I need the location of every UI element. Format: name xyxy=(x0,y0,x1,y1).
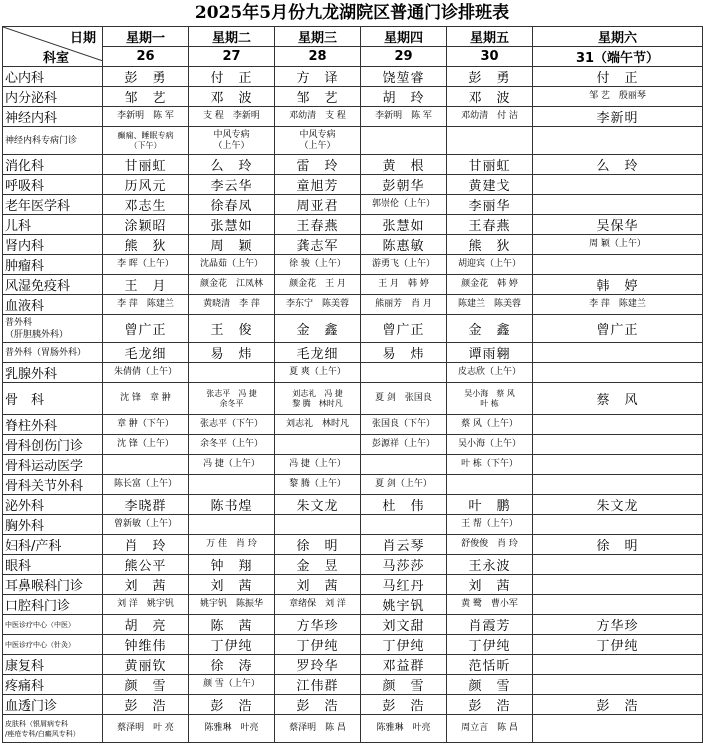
doctor-cell-tue: 徐春凤 xyxy=(189,195,275,215)
doctor-cell-sat xyxy=(533,475,703,495)
doctor-cell-mon: 胡 亮 xyxy=(103,615,189,635)
doctor-cell-tue: 陈 茜 xyxy=(189,615,275,635)
doctor-cell-mon: 钟维伟 xyxy=(103,635,189,655)
doctor-cell-tue: 冯 捷（上午） xyxy=(189,455,275,475)
schedule-row xyxy=(3,455,703,475)
doctor-cell-thu: 马莎莎 xyxy=(361,555,447,575)
doctor-cell-fri xyxy=(447,475,533,495)
doctor-cell-thu: 易 炜 xyxy=(361,343,447,363)
schedule-row xyxy=(3,255,703,275)
department-name: 脊柱外科 xyxy=(3,415,103,435)
doctor-cell-sat: 朱文龙 xyxy=(533,495,703,515)
doctor-cell-wed: 中风专病 （上午） xyxy=(275,127,361,155)
doctor-cell-tue: 中风专病 （上午） xyxy=(189,127,275,155)
schedule-row xyxy=(3,595,703,615)
doctor-cell-thu: 胡 玲 xyxy=(361,87,447,107)
doctor-cell-fri: 颜 雪 xyxy=(447,675,533,695)
doctor-cell-mon: 熊 狄 xyxy=(103,235,189,255)
doctor-cell-thu: 彭朝华 xyxy=(361,175,447,195)
department-name: 骨 科 xyxy=(3,383,103,415)
doctor-cell-tue: 周 颖 xyxy=(189,235,275,255)
doctor-cell-wed: 李东宁 陈美蓉 xyxy=(275,295,361,315)
doctor-cell-sat xyxy=(533,175,703,195)
doctor-cell-tue: 丁伊纯 xyxy=(189,635,275,655)
schedule-row xyxy=(3,275,703,295)
doctor-cell-thu xyxy=(361,127,447,155)
date-tue: 27 xyxy=(189,47,275,67)
doctor-cell-tue: 钟 翔 xyxy=(189,555,275,575)
doctor-cell-fri: 谭雨翱 xyxy=(447,343,533,363)
schedule-row xyxy=(3,615,703,635)
doctor-cell-fri: 彭 浩 xyxy=(447,695,533,715)
doctor-cell-mon: 李新明 陈 军 xyxy=(103,107,189,127)
department-name: 中医诊疗中心（针灸） xyxy=(3,635,103,655)
doctor-cell-fri: 吴小海（上午） xyxy=(447,435,533,455)
doctor-cell-wed: 黎 腾（上午） xyxy=(275,475,361,495)
schedule-row xyxy=(3,415,703,435)
doctor-cell-tue: 颜金花 江凤林 xyxy=(189,275,275,295)
doctor-cell-wed: 龚志军 xyxy=(275,235,361,255)
doctor-cell-mon: 历风元 xyxy=(103,175,189,195)
doctor-cell-tue: 万 佳 肖 玲 xyxy=(189,535,275,555)
doctor-cell-fri: 皮志欣（上午） xyxy=(447,363,533,383)
department-name: 神经内科 xyxy=(3,107,103,127)
department-name: 风湿免疫科 xyxy=(3,275,103,295)
doctor-cell-thu: 曾广正 xyxy=(361,315,447,343)
schedule-row xyxy=(3,715,703,743)
date-label: 日期 xyxy=(69,31,96,46)
doctor-cell-wed: 王春燕 xyxy=(275,215,361,235)
doctor-cell-mon: 刘 茜 xyxy=(103,575,189,595)
doctor-cell-fri: 邓幼清 付 洁 xyxy=(447,107,533,127)
doctor-cell-mon: 陈长富（上午） xyxy=(103,475,189,495)
doctor-cell-wed: 徐 明 xyxy=(275,535,361,555)
department-name: 胸外科 xyxy=(3,515,103,535)
doctor-cell-thu xyxy=(361,455,447,475)
doctor-cell-tue: 黄晓清 李 萍 xyxy=(189,295,275,315)
doctor-cell-wed: 颜金花 王 月 xyxy=(275,275,361,295)
doctor-cell-wed: 夏 爽（上午） xyxy=(275,363,361,383)
doctor-cell-tue: 王 俊 xyxy=(189,315,275,343)
doctor-cell-wed: 刘 茜 xyxy=(275,575,361,595)
doctor-cell-fri: 吴小海 蔡 风 叶 栋 xyxy=(447,383,533,415)
doctor-cell-sat: 方华珍 xyxy=(533,615,703,635)
doctor-cell-sat xyxy=(533,595,703,615)
doctor-cell-sat xyxy=(533,655,703,675)
weekday-sat: 星期六 xyxy=(533,27,703,47)
doctor-cell-sat: 丁伊纯 xyxy=(533,635,703,655)
date-mon: 26 xyxy=(103,47,189,67)
department-name: 骨科关节外科 xyxy=(3,475,103,495)
doctor-cell-sat: 彭 浩 xyxy=(533,695,703,715)
department-name: 肿瘤科 xyxy=(3,255,103,275)
doctor-cell-fri: 叶 鹏 xyxy=(447,495,533,515)
doctor-cell-wed: 邹 艺 xyxy=(275,87,361,107)
doctor-cell-fri: 颜金花 韩 婷 xyxy=(447,275,533,295)
doctor-cell-fri: 王春燕 xyxy=(447,215,533,235)
doctor-cell-wed: 丁伊纯 xyxy=(275,635,361,655)
doctor-cell-tue xyxy=(189,475,275,495)
doctor-cell-wed: 雷 玲 xyxy=(275,155,361,175)
doctor-cell-mon: 刘 洋 姚宇钒 xyxy=(103,595,189,615)
doctor-cell-mon: 癫痫、睡眠专病 （下午） xyxy=(103,127,189,155)
date-wed: 28 xyxy=(275,47,361,67)
department-name: 泌外科 xyxy=(3,495,103,515)
doctor-cell-fri: 肖霞芳 xyxy=(447,615,533,635)
doctor-cell-mon: 章 翀（下午） xyxy=(103,415,189,435)
doctor-cell-sat xyxy=(533,455,703,475)
department-name: 妇科/产科 xyxy=(3,535,103,555)
department-name: 肾内科 xyxy=(3,235,103,255)
doctor-cell-fri: 周立言 陈 昌 xyxy=(447,715,533,743)
schedule-row xyxy=(3,535,703,555)
weekday-wed: 星期三 xyxy=(275,27,361,47)
schedule-row xyxy=(3,127,703,155)
date-header-row xyxy=(3,47,703,67)
doctor-cell-thu: 彭 浩 xyxy=(361,695,447,715)
doctor-cell-sat xyxy=(533,255,703,275)
department-name: 心内科 xyxy=(3,67,103,87)
doctor-cell-tue: 支 程 李新明 xyxy=(189,107,275,127)
schedule-row xyxy=(3,215,703,235)
doctor-cell-fri: 金 鑫 xyxy=(447,315,533,343)
doctor-cell-fri: 范恬昕 xyxy=(447,655,533,675)
doctor-cell-thu xyxy=(361,363,447,383)
doctor-cell-wed: 徐 骏（上午） xyxy=(275,255,361,275)
schedule-row xyxy=(3,675,703,695)
doctor-cell-mon: 李 萍 陈建兰 xyxy=(103,295,189,315)
schedule-row xyxy=(3,67,703,87)
doctor-cell-thu: 颜 雪 xyxy=(361,675,447,695)
doctor-cell-thu: 张慧如 xyxy=(361,215,447,235)
schedule-table xyxy=(2,26,703,743)
doctor-cell-tue: 邓 波 xyxy=(189,87,275,107)
doctor-cell-mon: 肖 玲 xyxy=(103,535,189,555)
schedule-row xyxy=(3,235,703,255)
schedule-row xyxy=(3,695,703,715)
doctor-cell-thu: 张国良（下午） xyxy=(361,415,447,435)
doctor-cell-thu: 马红丹 xyxy=(361,575,447,595)
doctor-cell-mon: 彭 勇 xyxy=(103,67,189,87)
doctor-cell-sat xyxy=(533,575,703,595)
doctor-cell-sat xyxy=(533,415,703,435)
doctor-cell-thu: 刘文甜 xyxy=(361,615,447,635)
department-name: 呼吸科 xyxy=(3,175,103,195)
doctor-cell-sat: 么 玲 xyxy=(533,155,703,175)
department-name: 眼科 xyxy=(3,555,103,575)
doctor-cell-mon xyxy=(103,455,189,475)
doctor-cell-fri: 黄 鹭 曹小军 xyxy=(447,595,533,615)
doctor-cell-fri: 李丽华 xyxy=(447,195,533,215)
doctor-cell-thu: 熊丽芳 肖 月 xyxy=(361,295,447,315)
doctor-cell-wed: 江伟群 xyxy=(275,675,361,695)
doctor-cell-mon: 涂颖昭 xyxy=(103,215,189,235)
doctor-cell-mon: 曾新敏（上午） xyxy=(103,515,189,535)
doctor-cell-thu: 游勇飞（上午） xyxy=(361,255,447,275)
department-name: 血液科 xyxy=(3,295,103,315)
date-fri: 30 xyxy=(447,47,533,67)
doctor-cell-tue: 付 正 xyxy=(189,67,275,87)
department-name: 普外科 （肝胆胰外科） xyxy=(3,315,103,343)
schedule-row xyxy=(3,155,703,175)
doctor-cell-wed: 方 译 xyxy=(275,67,361,87)
date-sat: 31（端午节） xyxy=(533,47,703,67)
doctor-cell-sat: 曾广正 xyxy=(533,315,703,343)
weekday-header-row xyxy=(3,27,703,47)
doctor-cell-sat: 付 正 xyxy=(533,67,703,87)
doctor-cell-wed: 刘志礼 冯 捷 黎 腾 林时凡 xyxy=(275,383,361,415)
doctor-cell-fri: 熊 狄 xyxy=(447,235,533,255)
schedule-row xyxy=(3,495,703,515)
doctor-cell-thu: 夏 剑 张国良 xyxy=(361,383,447,415)
doctor-cell-thu: 陈惠敏 xyxy=(361,235,447,255)
doctor-cell-tue: 张志平（下午） xyxy=(189,415,275,435)
doctor-cell-wed: 方华珍 xyxy=(275,615,361,635)
doctor-cell-tue: 徐 涛 xyxy=(189,655,275,675)
doctor-cell-wed: 刘志礼 林时凡 xyxy=(275,415,361,435)
schedule-row xyxy=(3,655,703,675)
doctor-cell-mon: 黄丽钦 xyxy=(103,655,189,675)
schedule-body xyxy=(3,67,703,743)
department-name: 普外科（胃肠外科） xyxy=(3,343,103,363)
schedule-row xyxy=(3,383,703,415)
doctor-cell-tue xyxy=(189,515,275,535)
doctor-cell-thu: 饶堃睿 xyxy=(361,67,447,87)
doctor-cell-sat: 邹 艺 殷丽琴 xyxy=(533,87,703,107)
doctor-cell-mon: 王 月 xyxy=(103,275,189,295)
doctor-cell-sat: 韩 婷 xyxy=(533,275,703,295)
doctor-cell-fri: 王永波 xyxy=(447,555,533,575)
doctor-cell-thu: 杜 伟 xyxy=(361,495,447,515)
doctor-cell-mon: 李晓群 xyxy=(103,495,189,515)
schedule-row xyxy=(3,175,703,195)
department-name: 消化科 xyxy=(3,155,103,175)
department-name: 康复科 xyxy=(3,655,103,675)
doctor-cell-tue: 余冬平（上午） xyxy=(189,435,275,455)
department-name: 神经内科专病门诊 xyxy=(3,127,103,155)
doctor-cell-mon: 曾广正 xyxy=(103,315,189,343)
doctor-cell-mon: 李 晖（上午） xyxy=(103,255,189,275)
doctor-cell-tue: 么 玲 xyxy=(189,155,275,175)
doctor-cell-mon: 邓志生 xyxy=(103,195,189,215)
schedule-row xyxy=(3,343,703,363)
doctor-cell-thu: 肖云琴 xyxy=(361,535,447,555)
doctor-cell-tue: 颜 雪（上午） xyxy=(189,675,275,695)
doctor-cell-thu: 王 月 韩 婷 xyxy=(361,275,447,295)
doctor-cell-mon: 朱倩倩（上午） xyxy=(103,363,189,383)
doctor-cell-tue: 张慧如 xyxy=(189,215,275,235)
doctor-cell-thu: 夏 剑（上午） xyxy=(361,475,447,495)
doctor-cell-sat xyxy=(533,555,703,575)
doctor-cell-wed: 罗玲华 xyxy=(275,655,361,675)
doctor-cell-thu: 邓益群 xyxy=(361,655,447,675)
schedule-row xyxy=(3,363,703,383)
doctor-cell-tue: 陈雅琳 叶亮 xyxy=(189,715,275,743)
department-name: 口腔科门诊 xyxy=(3,595,103,615)
doctor-cell-mon: 沈 锋（上午） xyxy=(103,435,189,455)
schedule-row xyxy=(3,575,703,595)
doctor-cell-wed: 周亚君 xyxy=(275,195,361,215)
date-thu: 29 xyxy=(361,47,447,67)
doctor-cell-tue: 彭 浩 xyxy=(189,695,275,715)
doctor-cell-fri: 舒俊俊 肖 玲 xyxy=(447,535,533,555)
doctor-cell-sat xyxy=(533,435,703,455)
doctor-cell-thu: 姚宇钒 xyxy=(361,595,447,615)
doctor-cell-wed xyxy=(275,515,361,535)
schedule-row xyxy=(3,515,703,535)
schedule-row xyxy=(3,475,703,495)
doctor-cell-thu: 黄 根 xyxy=(361,155,447,175)
department-name: 内分泌科 xyxy=(3,87,103,107)
doctor-cell-mon: 颜 雪 xyxy=(103,675,189,695)
header-corner xyxy=(3,27,103,67)
doctor-cell-sat: 蔡 风 xyxy=(533,383,703,415)
doctor-cell-fri: 邓 波 xyxy=(447,87,533,107)
schedule-row xyxy=(3,87,703,107)
doctor-cell-sat: 徐 明 xyxy=(533,535,703,555)
doctor-cell-fri: 叶 栋（下午） xyxy=(447,455,533,475)
schedule-row xyxy=(3,295,703,315)
department-name: 中医诊疗中心（中医） xyxy=(3,615,103,635)
doctor-cell-wed: 朱文龙 xyxy=(275,495,361,515)
doctor-cell-fri: 黄建戈 xyxy=(447,175,533,195)
doctor-cell-mon: 熊公平 xyxy=(103,555,189,575)
doctor-cell-tue: 刘 茜 xyxy=(189,575,275,595)
department-name: 乳腺外科 xyxy=(3,363,103,383)
doctor-cell-sat: 吴保华 xyxy=(533,215,703,235)
doctor-cell-thu: 彭源祥（上午） xyxy=(361,435,447,455)
doctor-cell-sat: 李新明 xyxy=(533,107,703,127)
schedule-row xyxy=(3,315,703,343)
schedule-row xyxy=(3,435,703,455)
doctor-cell-wed: 章绪保 刘 洋 xyxy=(275,595,361,615)
doctor-cell-fri: 陈建兰 陈美蓉 xyxy=(447,295,533,315)
department-name: 疼痛科 xyxy=(3,675,103,695)
doctor-cell-tue: 李云华 xyxy=(189,175,275,195)
weekday-fri: 星期五 xyxy=(447,27,533,47)
doctor-cell-fri: 蔡 风（上午） xyxy=(447,415,533,435)
doctor-cell-thu: 李新明 陈 军 xyxy=(361,107,447,127)
doctor-cell-mon: 彭 浩 xyxy=(103,695,189,715)
doctor-cell-mon: 沈 锋 章 翀 xyxy=(103,383,189,415)
weekday-mon: 星期一 xyxy=(103,27,189,47)
schedule-row xyxy=(3,635,703,655)
doctor-cell-tue: 姚宇钒 陈振华 xyxy=(189,595,275,615)
doctor-cell-sat: 周 颖（上午） xyxy=(533,235,703,255)
doctor-cell-tue: 易 炜 xyxy=(189,343,275,363)
doctor-cell-fri: 胡迎宾（上午） xyxy=(447,255,533,275)
doctor-cell-wed xyxy=(275,435,361,455)
doctor-cell-mon: 甘丽虹 xyxy=(103,155,189,175)
schedule-row xyxy=(3,555,703,575)
doctor-cell-wed: 彭 浩 xyxy=(275,695,361,715)
doctor-cell-fri: 丁伊纯 xyxy=(447,635,533,655)
doctor-cell-thu: 丁伊纯 xyxy=(361,635,447,655)
doctor-cell-tue xyxy=(189,363,275,383)
doctor-cell-sat xyxy=(533,515,703,535)
page-title: 2025年5月份九龙湖院区普通门诊排班表 xyxy=(194,3,510,23)
doctor-cell-fri xyxy=(447,127,533,155)
department-name: 儿科 xyxy=(3,215,103,235)
doctor-cell-sat xyxy=(533,195,703,215)
doctor-cell-wed: 冯 捷（上午） xyxy=(275,455,361,475)
doctor-cell-mon: 蔡泽明 叶 亮 xyxy=(103,715,189,743)
doctor-cell-wed: 金 昱 xyxy=(275,555,361,575)
weekday-tue: 星期二 xyxy=(189,27,275,47)
department-name: 骨科运动医学 xyxy=(3,455,103,475)
doctor-cell-wed: 毛龙细 xyxy=(275,343,361,363)
department-name: 骨科创伤门诊 xyxy=(3,435,103,455)
schedule-row xyxy=(3,107,703,127)
doctor-cell-fri: 刘 茜 xyxy=(447,575,533,595)
dept-label: 科室 xyxy=(43,51,70,66)
doctor-cell-fri: 王 帮（上午） xyxy=(447,515,533,535)
doctor-cell-fri: 彭 勇 xyxy=(447,67,533,87)
department-name: 皮肤科（银屑病专科 /痤疮专科/白癜风专科） xyxy=(3,715,103,743)
doctor-cell-tue: 陈书煌 xyxy=(189,495,275,515)
department-name: 耳鼻喉科门诊 xyxy=(3,575,103,595)
doctor-cell-wed: 蔡泽明 陈 昌 xyxy=(275,715,361,743)
department-name: 血透门诊 xyxy=(3,695,103,715)
schedule-row xyxy=(3,195,703,215)
doctor-cell-tue: 张志平 冯 捷 余冬平 xyxy=(189,383,275,415)
weekday-thu: 星期四 xyxy=(361,27,447,47)
doctor-cell-mon: 毛龙细 xyxy=(103,343,189,363)
doctor-cell-sat xyxy=(533,343,703,363)
doctor-cell-sat xyxy=(533,715,703,743)
doctor-cell-thu: 陈雅琳 叶亮 xyxy=(361,715,447,743)
doctor-cell-thu xyxy=(361,515,447,535)
doctor-cell-wed: 邓幼清 支 程 xyxy=(275,107,361,127)
doctor-cell-sat: 李 萍 陈建兰 xyxy=(533,295,703,315)
doctor-cell-wed: 金 鑫 xyxy=(275,315,361,343)
doctor-cell-sat xyxy=(533,675,703,695)
doctor-cell-mon: 邹 艺 xyxy=(103,87,189,107)
doctor-cell-wed: 童旭芳 xyxy=(275,175,361,195)
doctor-cell-sat xyxy=(533,363,703,383)
doctor-cell-tue: 沈晶茹（上午） xyxy=(189,255,275,275)
doctor-cell-sat xyxy=(533,127,703,155)
doctor-cell-thu: 郭崇伦（上午） xyxy=(361,195,447,215)
doctor-cell-fri: 甘丽虹 xyxy=(447,155,533,175)
department-name: 老年医学科 xyxy=(3,195,103,215)
